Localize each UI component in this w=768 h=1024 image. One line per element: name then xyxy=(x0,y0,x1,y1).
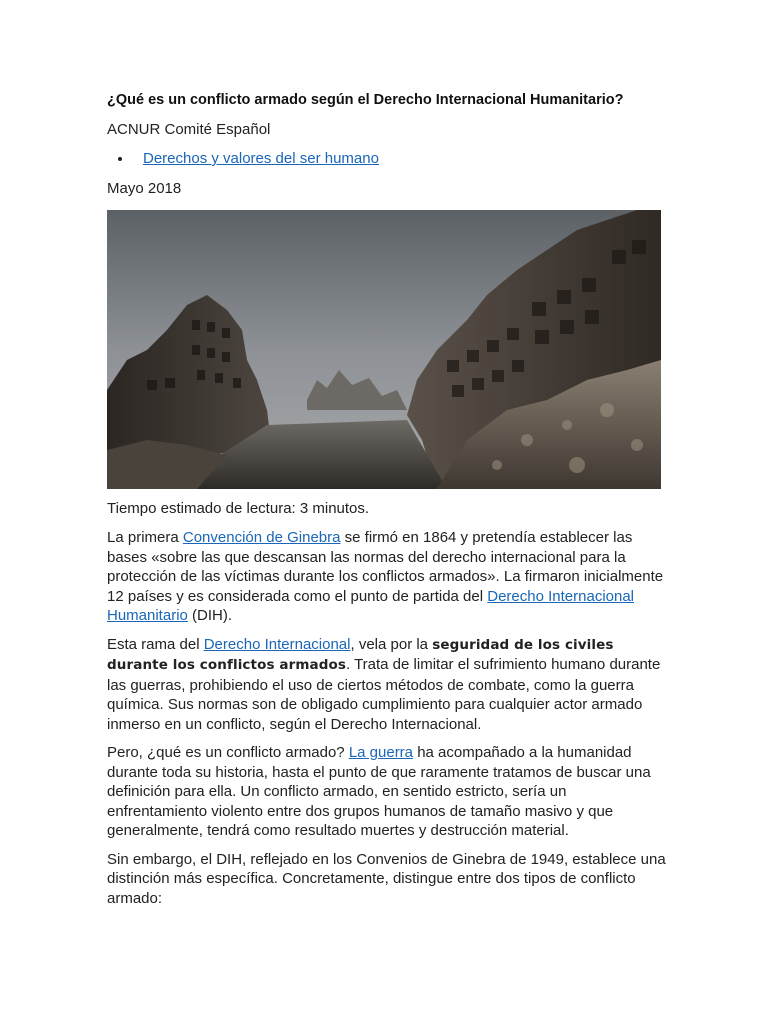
paragraph-4 xyxy=(107,850,667,909)
hero-image xyxy=(107,210,661,489)
link-la-guerra[interactable]: La guerra xyxy=(348,744,414,761)
paragraph-3 xyxy=(107,743,667,841)
tag-list xyxy=(107,149,667,169)
article-content xyxy=(107,90,667,908)
paragraph-text: Sin embargo, el DIH, reflejado en los Convenios de Ginebra de 1949, establece una distinción más específica. Concretamente, distingue entre dos tipos de conflicto armado: xyxy=(107,850,666,907)
paragraph-text: Esta rama del xyxy=(107,635,204,653)
paragraph-1 xyxy=(107,528,667,626)
tag-link[interactable]: Derechos y valores del ser humano xyxy=(143,150,379,167)
paragraph-text: se firmó en 1864 y pretendía establecer las bases «sobre las que descansan las normas del derecho internacional para la protección de las víctimas durante los conflictos armados». La firmaron inicialmente 12 países y es considerada como el punto de partida del xyxy=(107,529,664,605)
paragraph-text: Pero, ¿qué es un conflicto armado? xyxy=(107,744,349,761)
paragraph-2 xyxy=(107,635,667,735)
tag-list-item xyxy=(133,149,667,169)
paragraph-text: . Trata de limitar el sufrimiento humano durante las guerras, prohibiendo el uso de ciertos métodos de combate, como la guerra química. Sus normas son de obligado cumplimiento para cualquier actor armado inmerso en un conflicto, según el Derecho Internacional. xyxy=(107,656,661,733)
link-derecho-internacional[interactable]: Derecho Internacional xyxy=(203,635,351,653)
reading-time: Tiempo estimado de lectura: 3 minutos. xyxy=(107,500,370,517)
bold-emphasis: seguridad de los civiles durante los conflictos armados xyxy=(107,636,614,673)
paragraph-text: ha acompañado a la humanidad durante toda su historia, hasta el punto de que raramente tratamos de buscar una definición para ella. Un conflicto armado, en sentido estricto, sería un enfrentamiento violento entre dos grupos humanos de tamaño masivo y que generalmente, tendrá como resultado muertes y destrucción material. xyxy=(107,744,651,839)
paragraph-text: , vela por la xyxy=(350,635,433,653)
article-date: Mayo 2018 xyxy=(107,180,182,197)
article-author: ACNUR Comité Español xyxy=(107,121,271,138)
article-title: ¿Qué es un conflicto armado según el Derecho Internacional Humanitario? xyxy=(107,92,624,108)
link-convencion-ginebra[interactable]: Convención de Ginebra xyxy=(182,529,341,546)
paragraph-text: (DIH). xyxy=(187,607,233,624)
link-derecho-internacional-humanitario[interactable]: Derecho Internacional Humanitario xyxy=(107,587,635,624)
paragraph-text: La primera xyxy=(107,529,183,546)
